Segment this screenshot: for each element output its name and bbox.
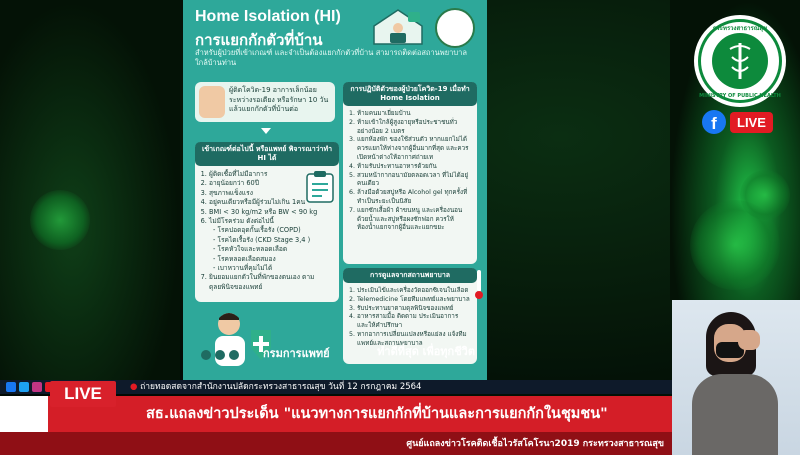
arrow-down-icon [261,128,271,134]
youtube-icon [229,350,239,360]
live-pill: LIVE [730,112,773,133]
moph-logo-small [435,8,475,48]
logo-text-thai: กระทรวงสาธารณสุข [712,25,768,32]
thermometer-icon [475,270,483,300]
hospital-care-header: การดูแลจากสถานพยาบาล [343,268,477,283]
list-item: 4. อาหารสามมื้อ ติดตาม ประเมินอาการ และให้คำปรึกษา [357,313,471,331]
logo-text-english: MINISTRY OF PUBLIC HEALTH [699,93,781,99]
virus-decoration [740,170,790,220]
background-left-virus [0,0,180,380]
list-item: - เบาหวานที่คุมไม่ได้ [213,264,273,273]
ticker-message: ถ่ายทอดสดจากสำนักงานปลัดกระทรวงสาธารณสุข วันที่ 12 กรกฎาคม 2564 [140,382,422,392]
list-item: 1. ผู้ติดเชื้อที่ไม่มีอาการ [209,170,333,179]
poster-title-english: Home Isolation (HI) [195,8,341,25]
live-badge: LIVE [50,381,116,407]
news-source: ศูนย์แถลงข่าวโรคติดเชื้อไวรัสโคโรนา2019 กระทรวงสาธารณสุข [406,439,664,449]
facebook-live-indicator [702,110,773,134]
instagram-icon [32,382,42,392]
interpreter-body [692,374,778,455]
home-isolation-infographic [183,0,487,380]
ticker-bullet-icon: ● [130,382,141,392]
list-item: 1. ห้ามคนมาเยี่ยมบ้าน [357,110,471,119]
ticker-text [130,381,421,393]
patient-practice-header: การปฏิบัติตัวของผู้ป่วยโควิด-19 เมื่อทำ Home Isolation [343,82,477,106]
list-item: 1. ประเมินไข้และเครื่องวัดออกซิเจนในเลือด [357,287,471,296]
patient-illustration [199,86,225,118]
list-item: 3. สุขภาพแข็งแรง [209,189,333,198]
list-item: 4. อยู่คนเดียวหรือมีผู้ร่วมไม่เกิน 1คน [209,198,333,207]
facebook-icon [201,350,211,360]
line-icon [215,350,225,360]
news-headline: สธ.แถลงข่าวประเด็น "แนวทางการแยกกักที่บ้านและการแยกกักในชุมชน" [146,406,608,422]
list-item: 2. ห้ามเข้าใกล้ผู้สูงอายุหรือประชาชนทั่ว อย่างน้อย 2 เมตร [357,119,471,137]
brand-social-icons [201,350,239,360]
social-media-icons [6,382,55,392]
list-item: - โรคไตเรื้อรัง (CKD Stage 3,4 ) [213,235,311,244]
department-brand: กรมการแพทย์ [263,347,330,360]
comorbidity-list [209,226,333,273]
virus-decoration [30,190,90,250]
caduceus-icon [726,41,754,81]
list-item: 2. Telemedicine โดยทีมแพทย์และพยาบาล [357,296,471,305]
list-item: 3. รับประทานยาตามดุลพินิจของแพทย์ [357,305,471,314]
facebook-icon: f [702,110,726,134]
department-motto: ทำดีที่สุด เพื่อทุกชีวิต [377,345,475,358]
list-item [209,217,333,273]
list-item: 7. แยกซักเสื้อผ้า ผ้าขนหนู และเครื่องนอน ด้วยน้ำและสบู่หรือผงซักฟอก ควรให้ห้องน้ำแยกจากผู้อื่นและแยกขยะ [357,207,471,233]
list-item: 4. ห้ามรับประทานอาหารด้วยกัน [357,163,471,172]
list-item-text: ไม่มีโรคร่วม ดังต่อไปนี้ [209,217,274,226]
list-item: 6. ล้างมือด้วยสบู่หรือ Alcohol gel ทุกครั้งที่ทำเป็นระยะเป็นนิสัย [357,189,471,207]
clipboard-icon [305,170,335,204]
patient-practice-card [343,82,477,264]
headline-accent [0,396,48,432]
facebook-icon [6,382,16,392]
list-item: 5. สวมหน้ากากอนามัยตลอดเวลา ที่ไม่ได้อยู่คนเดียว [357,172,471,190]
list-item: 5. หากอาการเปลี่ยนแปลงหรือแย่ลง แจ้งทีมแพทย์และสถานพยาบาล [357,331,471,349]
list-item: 3. แยกห้องพัก ของใช้ส่วนตัว หากแยกไม่ได้ ควรแยกให้ห่างจากผู้อื่นมากที่สุด และควรเปิดหน้าต่างให้อากาศถ่ายเท [357,136,471,162]
list-item: - โรคปอดอุดกั้นเรื้อรัง (COPD) [213,226,301,235]
poster-subtitle: สำหรับผู้ป่วยที่เข้าเกณฑ์ และจำเป็นต้องแยกกักตัวที่บ้าน สามารถติดต่อสถานพยาบาลใกล้บ้านท่าน [195,48,467,67]
house-icon [368,6,428,46]
sign-language-interpreter [672,300,800,455]
list-item: 2. อายุน้อยกว่า 60ปี [209,179,333,188]
criteria-card [195,142,339,302]
ministry-of-public-health-logo [694,15,786,107]
list-item: 7. ยินยอมแยกตัวในที่พักของตนเอง ตามดุลยพินิจของแพทย์ [209,273,333,292]
patient-practice-list [343,106,477,237]
list-item: - โรคหัวใจและหลอดเลือด [213,245,288,254]
twitter-icon [19,382,29,392]
list-item: - โรคหลอดเลือดสมอง [213,254,276,263]
criteria-card-header: เข้าเกณฑ์ต่อไปนี้ หรือแพทย์ พิจารณาว่าทำ HI ได้ [195,142,339,166]
patient-info-card [195,82,335,122]
patient-info-text: ผู้ติดโควิด-19 อาการเล็กน้อย ระหว่างรอเตียง หรือรักษา 10 วัน แล้วแยกกักตัวที่บ้านต่อ [229,86,329,113]
list-item: 5. BMI < 30 kg/m2 หรือ BW < 90 kg [209,208,333,217]
interpreter-hand [738,330,760,350]
poster-title-thai: การแยกกักตัวที่บ้าน [195,31,323,49]
